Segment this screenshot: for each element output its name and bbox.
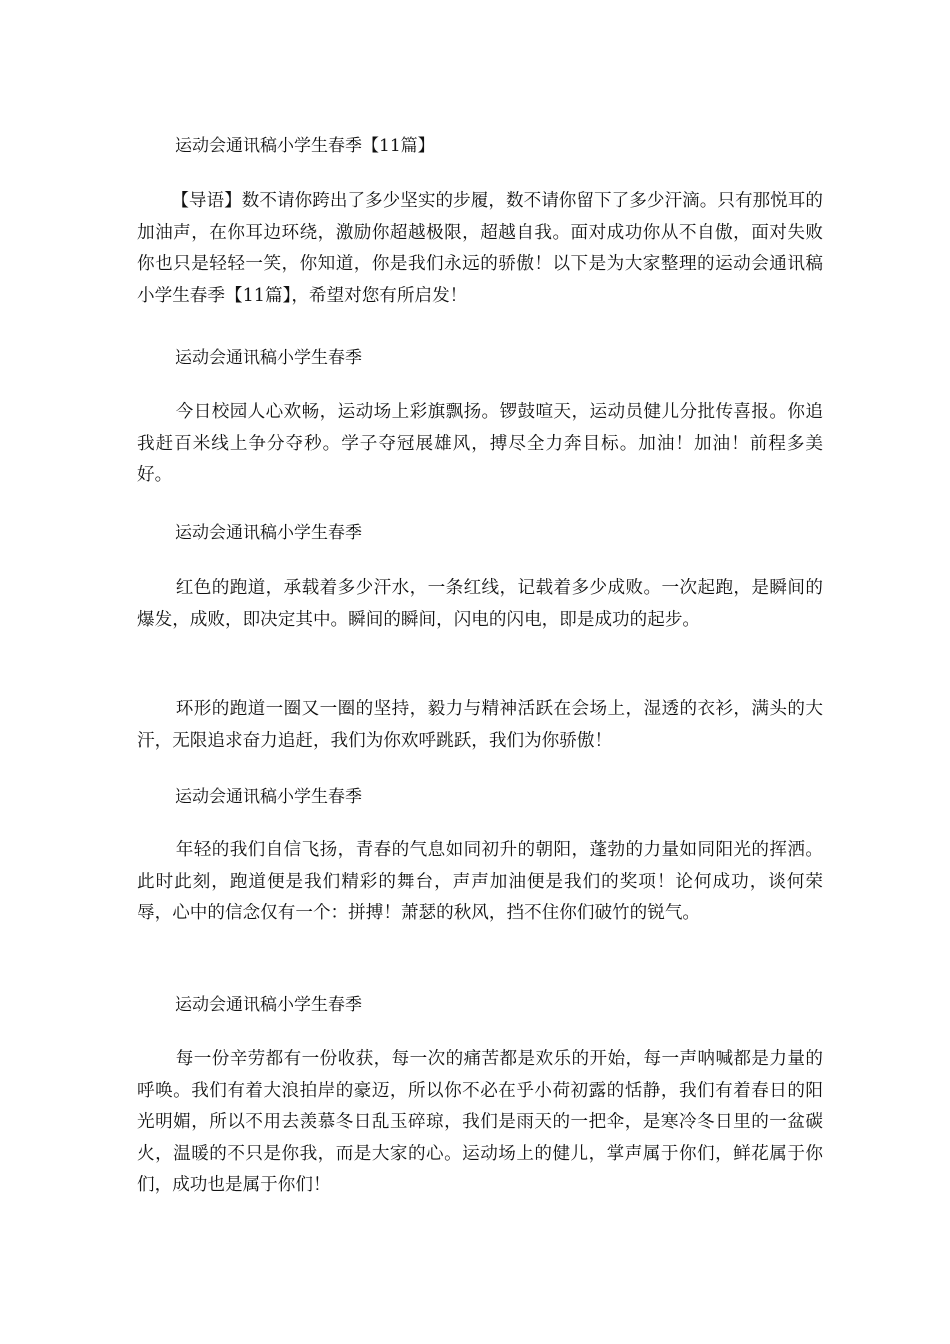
section-3-paragraph-1: 年轻的我们自信飞扬，青春的气息如同初升的朝阳，蓬勃的力量如同阳光的挥洒。此时此刻，跑道便是我们精彩的舞台，声声加油便是我们的奖项！论何成功，谈何荣辱，心中的信念仅有一个：拼搏！萧瑟的秋风，挡不住你们破竹的锐气。 [137,840,823,923]
section-heading-2: 运动会通讯稿小学生春季 [175,523,362,543]
section-2-paragraph-1: 红色的跑道，承载着多少汗水，一条红线，记载着多少成败。一次起跑，是瞬间的爆发，成败，即决定其中。瞬间的瞬间，闪电的闪电，即是成功的起步。 [137,578,823,630]
intro-paragraph: 【导语】数不请你跨出了多少坚实的步履，数不请你留下了多少汗滴。只有那悦耳的加油声，在你耳边环绕，激励你超越极限，超越自我。面对成功你从不自傲，面对失败你也只是轻轻一笑，你知道，你是我们永远的骄傲！以下是为大家整理的运动会通讯稿小学生春季【11篇】，希望对您有所启发！ [137,191,823,306]
section-heading-3: 运动会通讯稿小学生春季 [175,787,362,807]
section-4-paragraph-1: 每一份辛劳都有一份收获，每一次的痛苦都是欢乐的开始，每一声呐喊都是力量的呼唤。我们有着大浪拍岸的豪迈，所以你不必在乎小荷初露的恬静，我们有着春日的阳光明媚，所以不用去羡慕冬日乱玉碎琼，我们是雨天的一把伞，是寒冷冬日里的一盆碳火，温暖的不只是你我，而是大家的心。运动场上的健儿，掌声属于你们，鲜花属于你们，成功也是属于你们！ [137,1049,823,1195]
section-heading-1: 运动会通讯稿小学生春季 [175,348,362,368]
section-1-paragraph-1: 今日校园人心欢畅，运动场上彩旗飘扬。锣鼓喧天，运动员健儿分批传喜报。你追我赶百米线上争分夺秒。学子夺冠展雄风，搏尽全力奔目标。加油！加油！前程多美好。 [137,402,823,485]
section-heading-4: 运动会通讯稿小学生春季 [175,995,362,1015]
section-2-paragraph-2: 环形的跑道一圈又一圈的坚持，毅力与精神活跃在会场上，湿透的衣衫，满头的大汗，无限追求奋力追赶，我们为你欢呼跳跃，我们为你骄傲！ [137,699,823,751]
document-title: 运动会通讯稿小学生春季【11篇】 [175,136,435,156]
